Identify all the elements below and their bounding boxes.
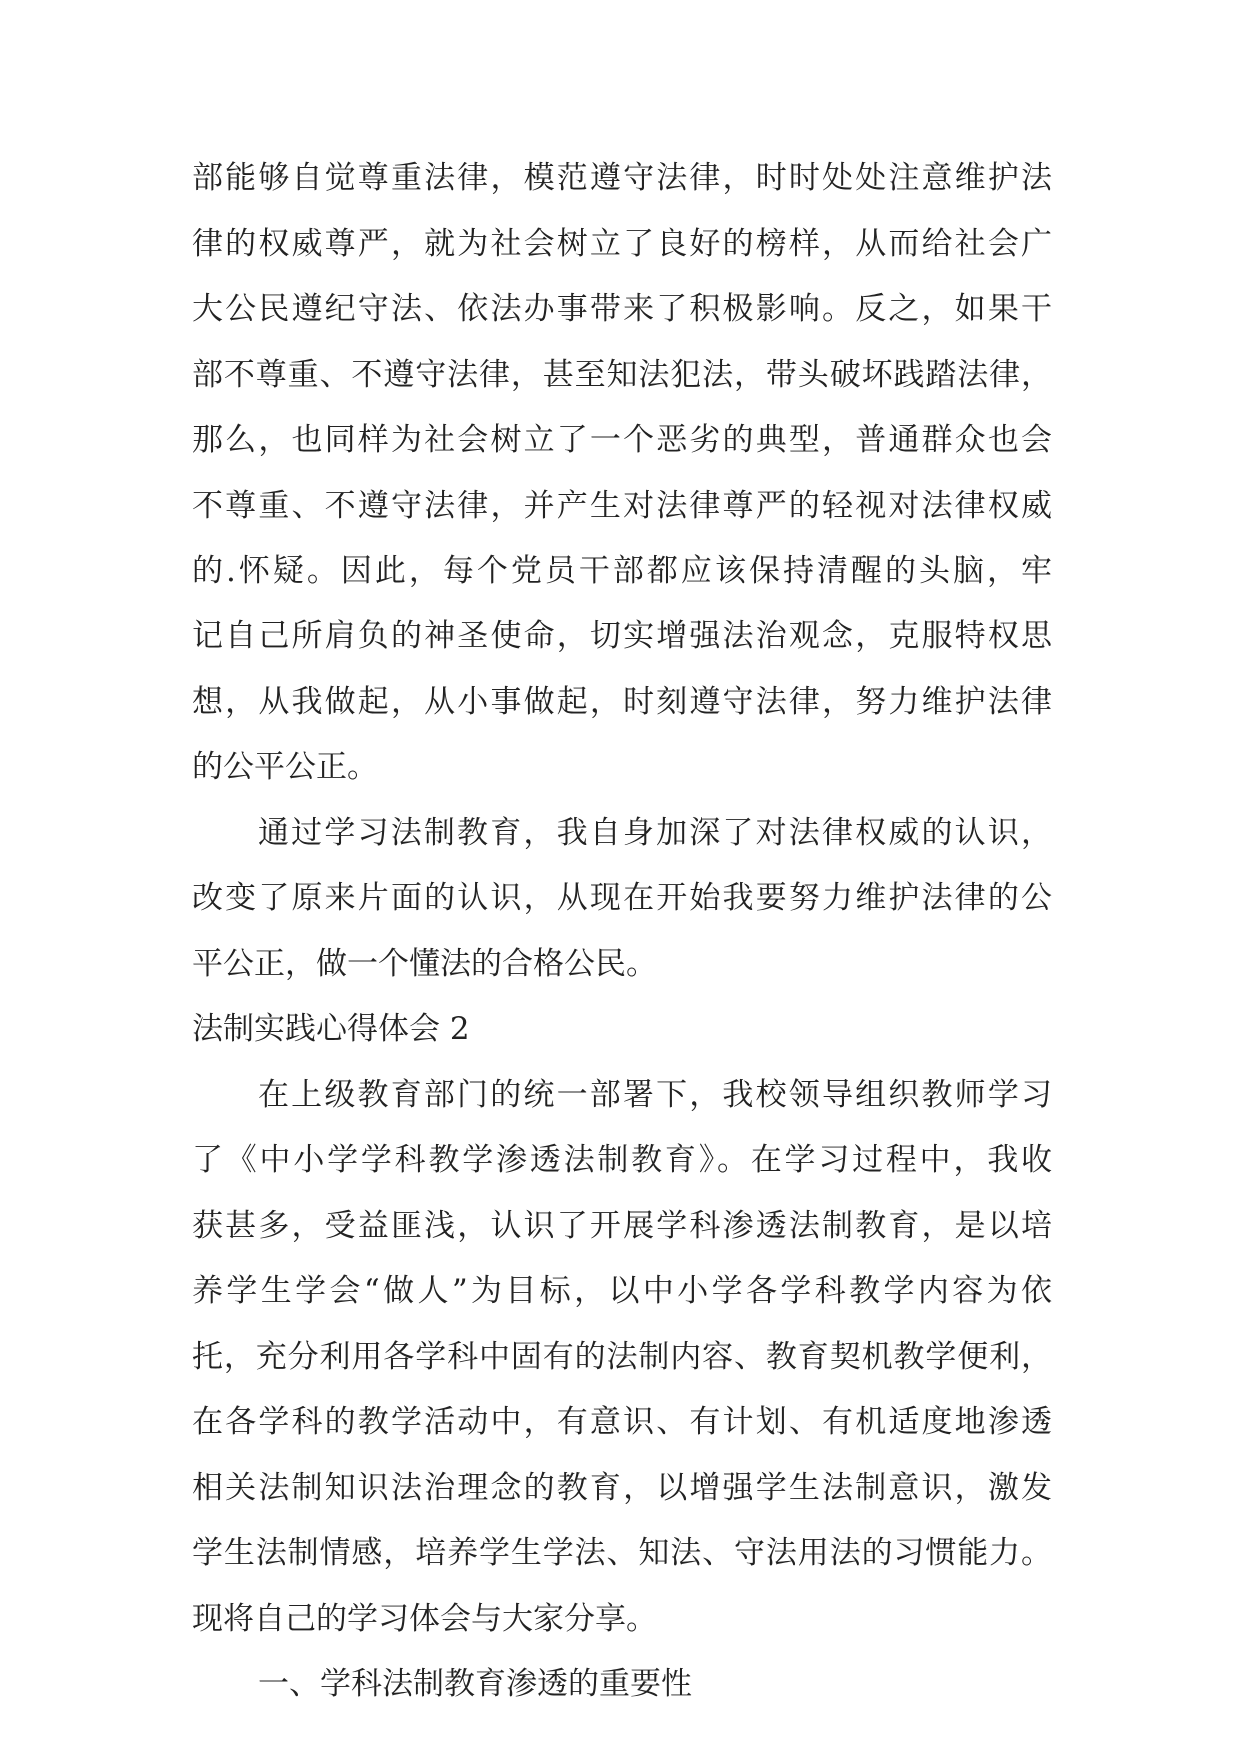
paragraph-3-line: 学生法制情感，培养学生学法、知法、守法用法的习惯能力。: [192, 1535, 1052, 1571]
paragraph-3-line: 获甚多，受益匪浅，认识了开展学科渗透法制教育，是以培: [192, 1208, 1052, 1244]
paragraph-1-line: 部能够自觉尊重法律，模范遵守法律，时时处处注意维护法: [192, 160, 1052, 196]
paragraph-3-line: 在上级教育部门的统一部署下，我校领导组织教师学习: [258, 1077, 1052, 1113]
paragraph-1-line: 部不尊重、不遵守法律，甚至知法犯法，带头破坏践踏法律，: [192, 357, 1052, 393]
paragraph-1-line: 不尊重、不遵守法律，并产生对法律尊严的轻视对法律权威: [192, 488, 1052, 524]
paragraph-1-line: 大公民遵纪守法、依法办事带来了积极影响。反之，如果干: [192, 291, 1052, 327]
paragraph-3-line: 了《中小学学科教学渗透法制教育》。在学习过程中，我收: [192, 1142, 1052, 1178]
subsection-title: 一、学科法制教育渗透的重要性: [258, 1666, 692, 1702]
paragraph-1-line: 的公平公正。: [192, 749, 378, 785]
paragraph-1-line: 那么，也同样为社会树立了一个恶劣的典型，普通群众也会: [192, 422, 1052, 458]
paragraph-3-line: 在各学科的教学活动中，有意识、有计划、有机适度地渗透: [192, 1404, 1052, 1440]
paragraph-3-line: 现将自己的学习体会与大家分享。: [192, 1601, 657, 1637]
paragraph-1-line: 想，从我做起，从小事做起，时刻遵守法律，努力维护法律: [192, 684, 1052, 720]
paragraph-2-line: 平公正，做一个懂法的合格公民。: [192, 946, 657, 982]
paragraph-2-line: 通过学习法制教育，我自身加深了对法律权威的认识，: [258, 815, 1052, 851]
paragraph-3-line: 相关法制知识法治理念的教育，以增强学生法制意识，激发: [192, 1470, 1052, 1506]
section-heading: 法制实践心得体会 2: [192, 1011, 470, 1047]
paragraph-1-line: 的.怀疑。因此，每个党员干部都应该保持清醒的头脑，牢: [192, 553, 1052, 589]
paragraph-1-line: 律的权威尊严，就为社会树立了良好的榜样，从而给社会广: [192, 226, 1052, 262]
paragraph-3-line: 养学生学会“做人”为目标，以中小学各学科教学内容为依: [192, 1273, 1052, 1309]
paragraph-1-line: 记自己所肩负的神圣使命，切实增强法治观念，克服特权思: [192, 618, 1052, 654]
paragraph-3-line: 托，充分利用各学科中固有的法制内容、教育契机教学便利，: [192, 1339, 1052, 1375]
paragraph-2-line: 改变了原来片面的认识，从现在开始我要努力维护法律的公: [192, 880, 1052, 916]
